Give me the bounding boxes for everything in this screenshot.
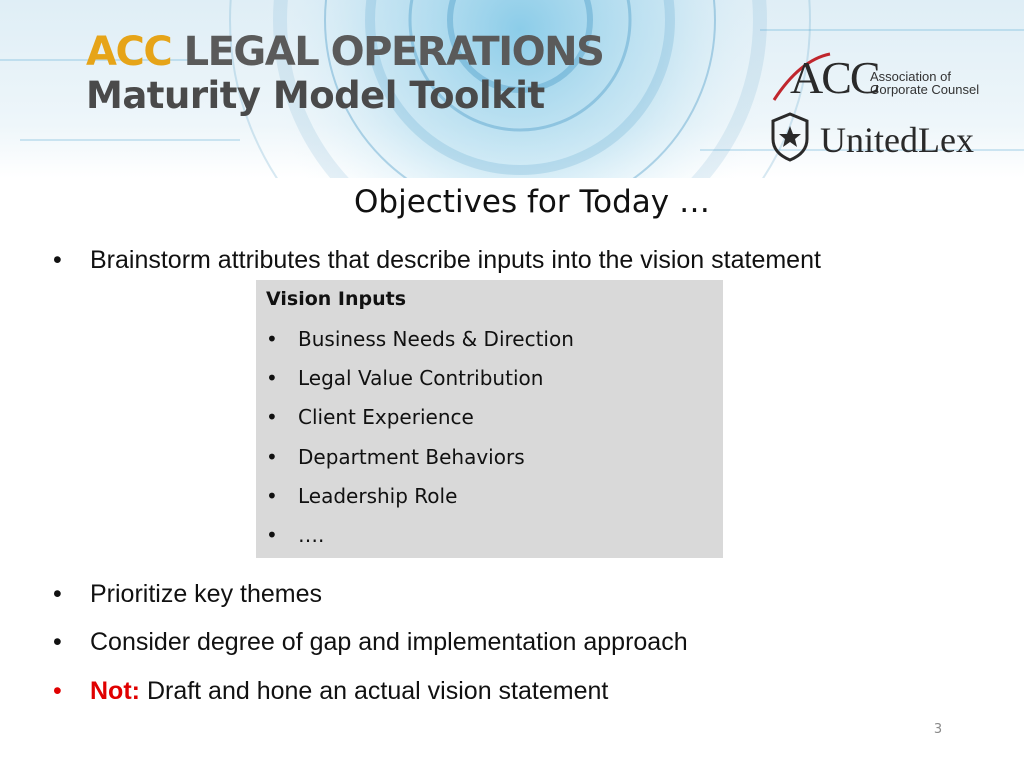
vision-input-item [266,483,458,509]
bullet-text: Prioritize key themes [90,580,323,608]
bullet-item [53,675,609,707]
slide-title: Objectives for Today … [354,184,710,220]
vision-input-text: Legal Value Contribution [298,366,544,390]
bullet-marker: • [53,677,62,705]
acc-logo-name-line2: Corporate Counsel [870,82,980,97]
brand-title [86,28,603,76]
vision-input-item [266,365,544,391]
not-label: Not: [90,677,140,705]
brand-legal-ops-text: LEGAL OPERATIONS [183,29,604,75]
vision-inputs-heading: Vision Inputs [266,288,407,310]
vision-input-item [266,404,474,430]
bullet-marker: • [266,523,278,547]
acc-logo [770,50,1000,106]
unitedlex-wordmark: UnitedLex [820,120,974,160]
bullet-marker: • [266,445,278,469]
vision-input-text: Department Behaviors [298,445,525,469]
page-number: 3 [933,722,943,737]
acc-logo-letters: ACC [790,52,879,103]
acc-logo-name-line1: Association of [870,69,951,84]
vision-inputs-box [256,280,723,558]
acc-logo-name [870,70,1000,96]
unitedlex-logo [770,112,1000,166]
brand-subtitle: Maturity Model Toolkit [86,74,545,117]
brand-acc-text: ACC [86,29,172,75]
vision-input-item [266,522,325,548]
bullet-item [53,578,323,610]
bullet-marker: • [266,366,278,390]
vision-input-item [266,444,525,470]
header-banner [0,0,1024,178]
star-shield-icon [770,112,810,162]
bullet-text: Consider degree of gap and implementation approach [90,628,688,656]
vision-input-text: Client Experience [298,405,474,429]
vision-input-text: Business Needs & Direction [298,327,574,351]
vision-input-text: Leadership Role [298,484,458,508]
bullet-text: Draft and hone an actual vision statement [146,677,609,705]
bullet-marker: • [266,405,278,429]
vision-input-text: …. [298,523,325,547]
bullet-marker: • [266,484,278,508]
bullet-text: Brainstorm attributes that describe inputs into the vision statement [90,246,821,274]
bullet-marker: • [266,327,278,351]
vision-input-item [266,326,574,352]
bullet-item [53,244,821,276]
bullet-marker: • [53,580,62,608]
bullet-item [53,626,688,658]
bullet-marker: • [53,246,62,274]
bullet-marker: • [53,628,62,656]
